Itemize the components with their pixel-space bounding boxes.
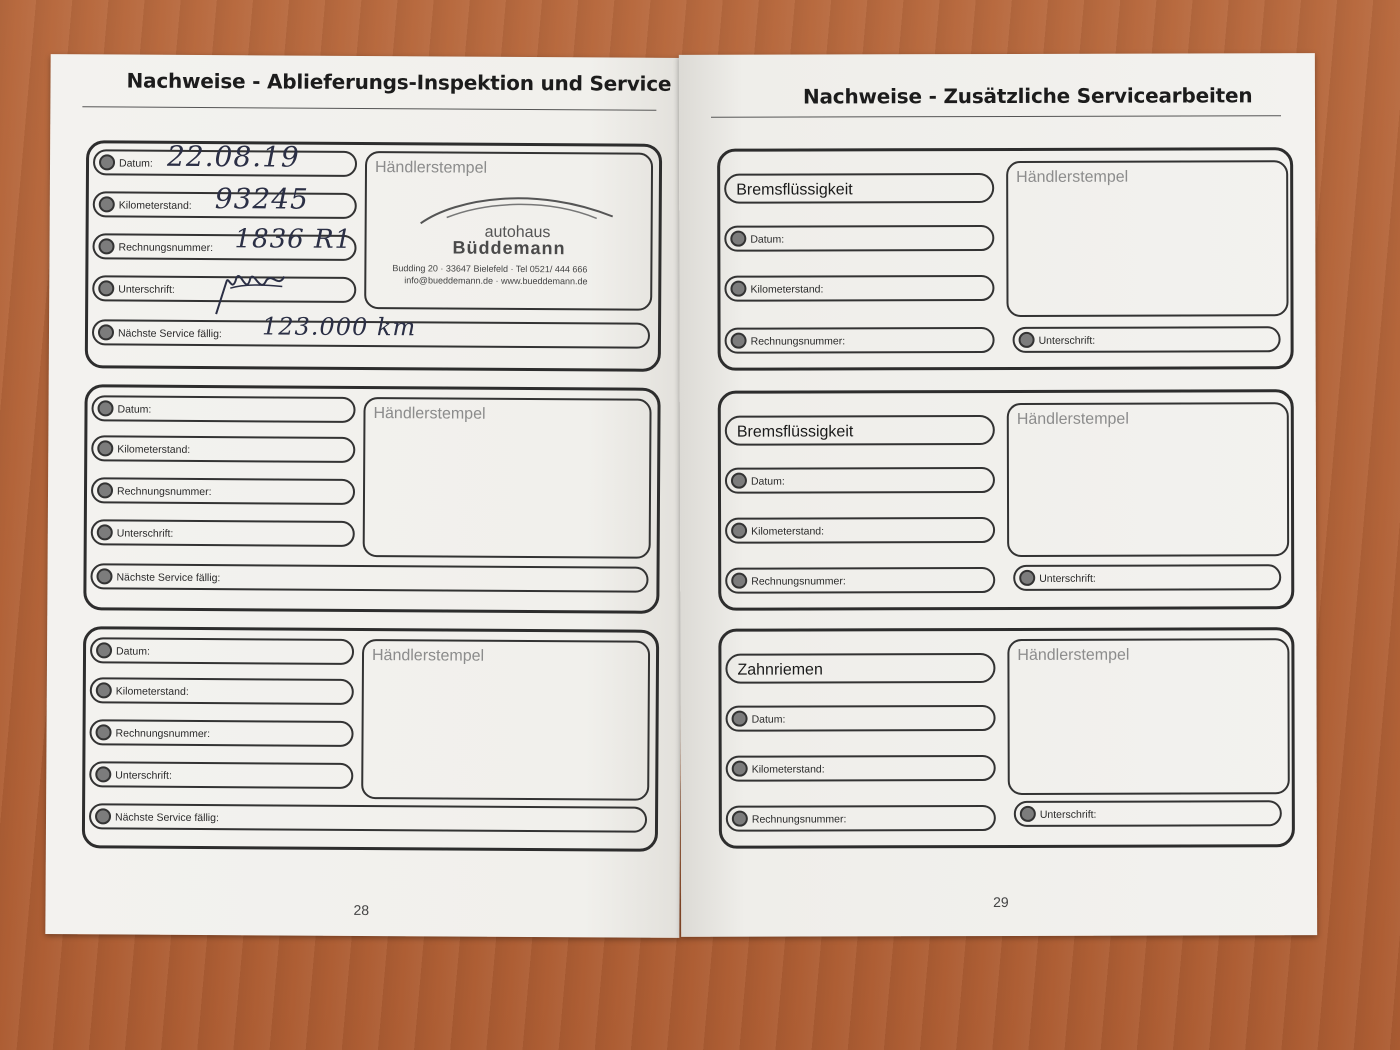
checkbox-icon[interactable] xyxy=(1019,570,1035,586)
field-unterschrift: Unterschrift: xyxy=(1013,326,1281,353)
handwritten-next-service: 123.000 km xyxy=(261,312,417,342)
checkbox-icon[interactable] xyxy=(732,711,748,727)
checkbox-icon[interactable] xyxy=(99,154,115,170)
extra-service-block-1 xyxy=(717,147,1294,371)
field-rechnungsnummer: Rechnungsnummer: xyxy=(725,327,995,354)
service-block-2 xyxy=(83,384,660,614)
field-datum: Datum: xyxy=(91,395,355,423)
field-datum: Datum: xyxy=(90,637,354,665)
checkbox-icon[interactable] xyxy=(731,573,747,589)
checkbox-icon[interactable] xyxy=(731,523,747,539)
checkbox-icon[interactable] xyxy=(731,473,747,489)
field-kilometerstand: Kilometerstand: xyxy=(93,191,357,219)
field-kilometerstand: Kilometerstand: xyxy=(726,755,996,782)
checkbox-icon[interactable] xyxy=(96,642,112,658)
field-heading: Zahnriemen xyxy=(725,653,995,684)
title-rule xyxy=(82,106,656,111)
field-heading: Bremsflüssigkeit xyxy=(724,173,994,204)
service-block-3 xyxy=(82,626,659,852)
checkbox-icon[interactable] xyxy=(95,766,111,782)
checkbox-icon[interactable] xyxy=(96,724,112,740)
extra-service-block-3 xyxy=(718,627,1295,849)
checkbox-icon[interactable] xyxy=(97,400,113,416)
checkbox-icon[interactable] xyxy=(98,324,114,340)
title-rule xyxy=(711,115,1281,117)
handwritten-km: 93245 xyxy=(214,182,309,216)
field-naechste-service: Nächste Service fällig: xyxy=(89,803,647,832)
right-page xyxy=(679,53,1317,937)
field-kilometerstand: Kilometerstand: xyxy=(724,275,994,302)
field-kilometerstand: Kilometerstand: xyxy=(91,435,355,463)
extra-service-block-2 xyxy=(718,389,1295,611)
checkbox-icon[interactable] xyxy=(731,333,747,349)
checkbox-icon[interactable] xyxy=(96,568,112,584)
field-rechnungsnummer: Rechnungsnummer: xyxy=(725,567,995,594)
field-rechnungsnummer: Rechnungsnummer: xyxy=(92,233,356,261)
handwritten-invoice: 1836 R1 xyxy=(234,224,353,255)
checkbox-icon[interactable] xyxy=(1020,806,1036,822)
dealer-stamp-box: Händlerstempel xyxy=(1007,638,1289,795)
car-logo-icon xyxy=(417,187,617,228)
field-unterschrift: Unterschrift: xyxy=(1013,564,1281,591)
field-rechnungsnummer: Rechnungsnummer: xyxy=(89,719,353,747)
checkbox-icon[interactable] xyxy=(98,238,114,254)
page-number: 28 xyxy=(353,901,370,919)
dealer-stamp-box: Händlerstempel autohaus Büddemann Budding 20 · 33647 Bielefeld · Tel 0521/ 444 666 info@bueddemann.de · www.bueddemann.de xyxy=(364,151,653,311)
checkbox-icon[interactable] xyxy=(732,761,748,777)
checkbox-icon[interactable] xyxy=(730,281,746,297)
field-kilometerstand: Kilometerstand: xyxy=(725,517,995,544)
page-number: 29 xyxy=(993,893,1009,911)
page-title: Nachweise - Ablieferungs-Inspektion und Service xyxy=(126,68,672,96)
field-unterschrift: Unterschrift: xyxy=(92,275,356,303)
field-kilometerstand: Kilometerstand: xyxy=(90,677,354,705)
field-rechnungsnummer: Rechnungsnummer: xyxy=(726,805,996,832)
checkbox-icon[interactable] xyxy=(95,808,111,824)
field-heading: Bremsflüssigkeit xyxy=(725,415,995,446)
field-rechnungsnummer: Rechnungsnummer: xyxy=(91,477,355,505)
field-datum: Datum: xyxy=(724,225,994,252)
dealer-stamp: autohaus Büddemann Budding 20 · 33647 Bielefeld · Tel 0521/ 444 666 info@bueddemann.de · www.bueddemann.de xyxy=(392,187,643,289)
checkbox-icon[interactable] xyxy=(97,524,113,540)
field-naechste-service: Nächste Service fällig: xyxy=(90,563,648,592)
field-unterschrift: Unterschrift: xyxy=(89,761,353,789)
field-datum: Datum: xyxy=(93,149,357,177)
field-unterschrift: Unterschrift: xyxy=(1014,800,1282,827)
field-datum: Datum: xyxy=(726,705,996,732)
page-title: Nachweise - Zusätzliche Servicearbeiten xyxy=(802,83,1253,109)
dealer-stamp-box: Händlerstempel xyxy=(1007,402,1289,557)
checkbox-icon[interactable] xyxy=(97,482,113,498)
checkbox-icon[interactable] xyxy=(97,440,113,456)
dealer-stamp-box: Händlerstempel xyxy=(1006,160,1288,317)
checkbox-icon[interactable] xyxy=(99,196,115,212)
dealer-stamp-box: Händlerstempel xyxy=(361,639,650,801)
checkbox-icon[interactable] xyxy=(98,280,114,296)
service-block-1 xyxy=(85,140,662,372)
checkbox-icon[interactable] xyxy=(730,231,746,247)
handwritten-date: 22.08.19 xyxy=(166,139,300,174)
dealer-stamp-box: Händlerstempel xyxy=(363,397,652,559)
left-page xyxy=(45,54,684,938)
field-datum: Datum: xyxy=(725,467,995,494)
field-unterschrift: Unterschrift: xyxy=(91,519,355,547)
checkbox-icon[interactable] xyxy=(732,811,748,827)
checkbox-icon[interactable] xyxy=(1019,332,1035,348)
field-naechste-service: Nächste Service fällig: xyxy=(92,319,650,348)
checkbox-icon[interactable] xyxy=(96,682,112,698)
